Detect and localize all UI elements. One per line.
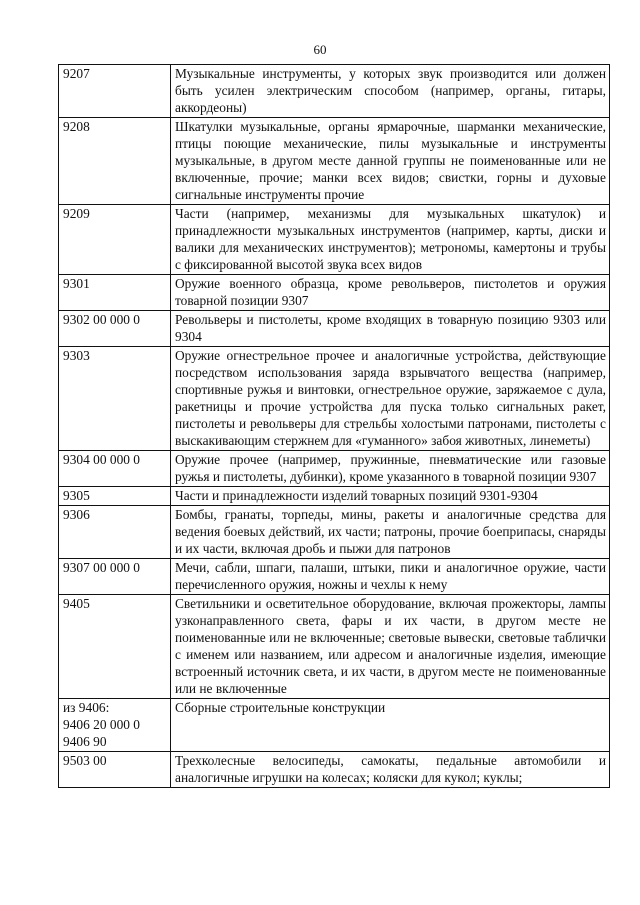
table-row	[59, 205, 610, 275]
description-cell: Сборные строительные конструкции	[171, 699, 610, 752]
table-row	[59, 118, 610, 205]
code-cell: 9503 00	[59, 752, 171, 788]
description-cell: Музыкальные инструменты, у которых звук производится или должен быть усилен электрическим способом (например, органы, гитары, аккордеоны)	[171, 65, 610, 118]
table-row	[59, 275, 610, 311]
description-cell: Части (например, механизмы для музыкальных шкатулок) и принадлежности музыкальных инструментов (например, карты, диски и валики для механических инструментов); метрономы, камертоны и трубы с фиксированной высотой звука всех видов	[171, 205, 610, 275]
table-row	[59, 506, 610, 559]
description-cell: Шкатулки музыкальные, органы ярмарочные, шарманки механические, птицы поющие механические, пилы музыкальные и инструменты музыкальные, в другом месте данной группы не поименованные или не включенные, прочие; манки всех видов; свистки, горны и духовые сигнальные инструменты прочие	[171, 118, 610, 205]
description-cell: Оружие огнестрельное прочее и аналогичные устройства, действующие посредством использования заряда взрывчатого вещества (например, спортивные ружья и винтовки, огнестрельное оружие, заряжаемое с дула, ракетницы и прочие устройства для пуска только сигнальных ракет, пистолеты и револьверы для стрельбы холостыми патронами, пистолеты с выскакивающим стержнем для «гуманного» забоя животных, линеметы)	[171, 347, 610, 451]
code-cell: 9301	[59, 275, 171, 311]
code-cell: 9304 00 000 0	[59, 451, 171, 487]
table-row	[59, 487, 610, 506]
table-row	[59, 559, 610, 595]
code-cell: из 9406: 9406 20 000 0 9406 90	[59, 699, 171, 752]
description-cell: Светильники и осветительное оборудование, включая прожекторы, лампы узконаправленного света, фары и их части, в другом месте не поименованные или не включенные; световые вывески, световые таблички с именем или названием, или адресом и аналогичные изделия, имеющие встроенный источник света, и их части, в другом месте не поименованные или не включенные	[171, 595, 610, 699]
description-cell: Трехколесные велосипеды, самокаты, педальные автомобили и аналогичные игрушки на колесах; коляски для кукол; куклы;	[171, 752, 610, 788]
code-cell: 9209	[59, 205, 171, 275]
code-cell: 9303	[59, 347, 171, 451]
description-cell: Револьверы и пистолеты, кроме входящих в товарную позицию 9303 или 9304	[171, 311, 610, 347]
table-row	[59, 595, 610, 699]
code-cell: 9405	[59, 595, 171, 699]
table-row	[59, 65, 610, 118]
code-cell: 9207	[59, 65, 171, 118]
page-number: 60	[313, 42, 327, 57]
description-cell: Бомбы, гранаты, торпеды, мины, ракеты и аналогичные средства для ведения боевых действий, их части; патроны, прочие боеприпасы, снаряды и их части, включая дробь и пыжи для патронов	[171, 506, 610, 559]
table-row	[59, 451, 610, 487]
table-body	[59, 65, 610, 788]
description-cell: Оружие прочее (например, пружинные, пневматические или газовые ружья и пистолеты, дубинки), кроме указанного в товарной позиции 9307	[171, 451, 610, 487]
table-row	[59, 311, 610, 347]
table-row	[59, 347, 610, 451]
description-cell: Мечи, сабли, шпаги, палаши, штыки, пики и аналогичное оружие, части перечисленного оружия, ножны и чехлы к нему	[171, 559, 610, 595]
code-cell: 9307 00 000 0	[59, 559, 171, 595]
table-row	[59, 752, 610, 788]
code-cell: 9208	[59, 118, 171, 205]
description-cell: Оружие военного образца, кроме револьверов, пистолетов и оружия товарной позиции 9307	[171, 275, 610, 311]
tnved-code-table	[58, 64, 610, 788]
description-cell: Части и принадлежности изделий товарных позиций 9301-9304	[171, 487, 610, 506]
code-cell: 9306	[59, 506, 171, 559]
code-cell: 9305	[59, 487, 171, 506]
code-cell: 9302 00 000 0	[59, 311, 171, 347]
table-row	[59, 699, 610, 752]
